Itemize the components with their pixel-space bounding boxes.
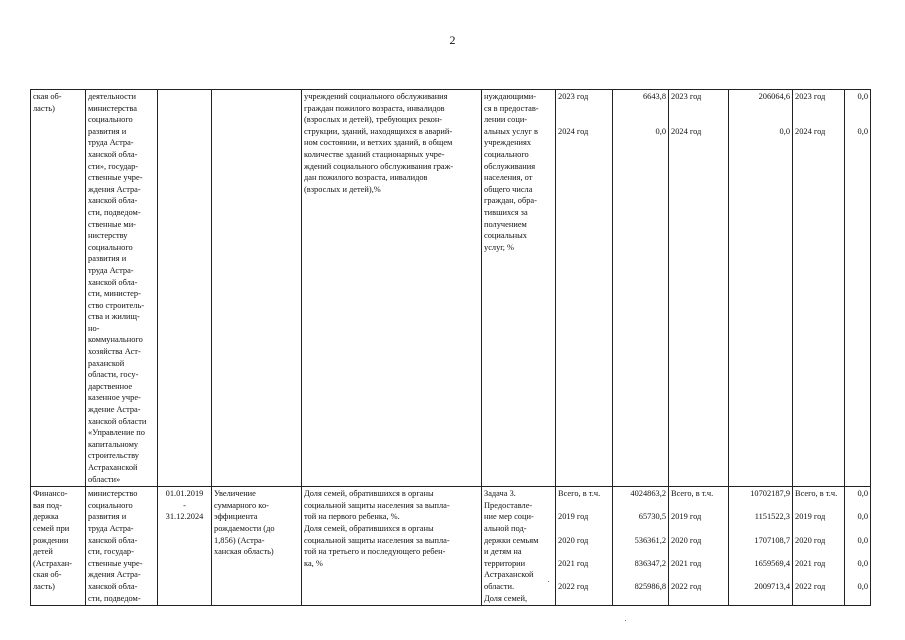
year-label: 2022 год (558, 581, 589, 591)
amount-cell (729, 487, 793, 606)
cell-text-line: министерства (88, 103, 137, 113)
amount-value: 836347,2 (634, 558, 666, 568)
year-label: Всего, в т.ч. (795, 489, 838, 499)
cell-text-line: ка, % (304, 558, 323, 568)
cell-text-line: ственные учре- (88, 173, 143, 183)
cell-text-line: социальной защиты населения за выпла- (304, 535, 450, 545)
cell-text-line: ние мер соци- (484, 512, 534, 522)
cell-text-line: 01.01.2019 (165, 489, 204, 499)
line-gap (558, 569, 610, 581)
cell-text-line: области. (484, 581, 515, 591)
indicator-cell (302, 487, 482, 606)
line-gap (671, 523, 726, 535)
program-name-cell (31, 90, 86, 487)
line-gap (615, 103, 666, 115)
indicator-cell (302, 90, 482, 487)
page-number: 2 (449, 33, 456, 47)
cell-text-line: хозяйства Аст- (88, 347, 141, 357)
amount-value: 0,0 (857, 558, 868, 568)
cell-text-line: Предоставле- (484, 500, 533, 510)
line-gap (615, 546, 666, 558)
table-body (31, 90, 871, 606)
cell-text-line: 1,856) (Астра- (214, 535, 265, 545)
cell-text-line: рождении (33, 535, 69, 545)
year-label: 2020 год (795, 535, 826, 545)
executor-cell (86, 487, 158, 606)
amount-value: 1151522,3 (754, 512, 790, 522)
year-label: 2022 год (671, 581, 702, 591)
line-gap (731, 103, 790, 115)
cell-text-line: «Управление по (88, 428, 145, 438)
year-label-cell (793, 90, 845, 487)
line-gap (558, 546, 610, 558)
amount-value: 65730,5 (638, 512, 666, 522)
line-gap (795, 546, 842, 558)
line-gap (847, 103, 868, 115)
year-label: 2024 год (558, 126, 589, 136)
cell-text-line: ласть) (33, 581, 55, 591)
cell-text-line: деятельности (88, 92, 136, 101)
line-gap (615, 114, 666, 126)
cell-text-line: министерство (88, 489, 138, 499)
cell-text-line: строительству (88, 451, 139, 461)
cell-text-line: Астраханской (484, 570, 534, 580)
cell-text-line: ханской обла- (88, 149, 138, 159)
cell-text-line: тившихся за (484, 207, 528, 217)
amount-cell (613, 487, 669, 606)
task-cell (482, 487, 556, 606)
cell-text-line: семей при (33, 523, 70, 533)
cell-text-line: области, госу- (88, 370, 139, 380)
cell-text-line: нуждающими- (484, 92, 537, 101)
cell-text-line: ская об- (33, 92, 62, 101)
year-label: 2024 год (671, 126, 702, 136)
year-label: 2024 год (795, 126, 826, 136)
cell-text-line: ханской области (88, 416, 147, 426)
cell-text-line: коммунального (88, 335, 143, 345)
year-label-cell (556, 90, 613, 487)
line-gap (731, 523, 790, 535)
cell-text-line: капитальному (88, 439, 139, 449)
cell-text-line: ждения Астра- (88, 184, 141, 194)
scan-dot (625, 620, 626, 621)
amount-cell (845, 487, 871, 606)
scan-dot (548, 581, 549, 582)
line-gap (558, 523, 610, 535)
cell-text-line: нистерству (88, 231, 128, 241)
year-label-cell (556, 487, 613, 606)
line-gap (671, 500, 726, 512)
cell-text-line: Доля семей, обратившихся в органы (304, 523, 434, 533)
cell-text-line: ждения Астра- (88, 570, 141, 580)
amount-value: 0,0 (857, 512, 868, 522)
year-label: 2021 год (795, 558, 826, 568)
cell-text-line: количестве зданий стационарных учре- (304, 149, 445, 159)
cell-text-line: Задача 3. (484, 489, 516, 499)
line-gap (847, 569, 868, 581)
cell-text-line: ханская область) (214, 547, 274, 557)
year-label: 2022 год (795, 581, 826, 591)
cell-text-line: развития и (88, 512, 127, 522)
cell-text-line: суммарного ко- (214, 500, 269, 510)
cell-text-line: сти, подведом- (88, 207, 141, 217)
cell-text-line: ственные учре- (88, 558, 143, 568)
amount-value: 536361,2 (634, 535, 666, 545)
program-table (30, 89, 871, 606)
cell-text-line: учреждений социального обслуживания (304, 92, 448, 101)
cell-text-line: территории (484, 558, 526, 568)
line-gap (558, 103, 610, 115)
cell-text-line: Доля семей, (484, 593, 528, 603)
cell-text-line: (Астрахан- (33, 558, 73, 568)
line-gap (671, 103, 726, 115)
line-gap (795, 103, 842, 115)
year-label: 2023 год (558, 92, 589, 101)
cell-text-line: вая под- (33, 500, 62, 510)
cell-text-line: социальной защиты населения за выпла- (304, 500, 450, 510)
amount-value: 6643,8 (642, 92, 666, 101)
cell-text-line: лении соци- (484, 115, 528, 125)
year-label: 2023 год (795, 92, 826, 101)
cell-text-line: ство строитель- (88, 300, 145, 310)
amount-value: 0,0 (857, 126, 868, 136)
cell-text-line: ханской обла- (88, 196, 138, 206)
line-gap (795, 523, 842, 535)
executor-cell (86, 90, 158, 487)
cell-text-line: ханской обла- (88, 277, 138, 287)
cell-text-line: Увеличение (214, 489, 256, 499)
amount-cell (729, 90, 793, 487)
table-row (31, 90, 871, 487)
line-gap (731, 569, 790, 581)
cell-text-line: альной под- (484, 523, 527, 533)
cell-text-line: казенное учре- (88, 393, 141, 403)
result-cell (212, 90, 302, 487)
cell-text-line: альных услуг в (484, 126, 538, 136)
line-gap (847, 500, 868, 512)
cell-text-line: социального (484, 149, 529, 159)
cell-text-line: труда Астра- (88, 523, 134, 533)
cell-text-line: области» (88, 474, 121, 484)
line-gap (615, 569, 666, 581)
line-gap (558, 500, 610, 512)
cell-text-line: ханской обла- (88, 581, 138, 591)
cell-text-line: Доля семей, обратившихся в органы (304, 489, 434, 499)
cell-text-line: Астраханской (88, 463, 138, 472)
cell-text-line: держка (33, 512, 59, 522)
cell-text-line: держки семьям (484, 535, 539, 545)
year-label: 2019 год (795, 512, 826, 522)
period-cell (158, 90, 212, 487)
cell-text-line: развития и (88, 126, 127, 136)
cell-text-line: струкции, зданий, находящихся в аварий- (304, 126, 453, 136)
cell-text-line: ская об- (33, 570, 62, 580)
cell-text-line: той на первого ребенка, %. (304, 512, 400, 522)
cell-text-line: той на третьего и последующего ребен- (304, 547, 446, 557)
year-label: Всего, в т.ч. (558, 489, 601, 499)
year-label: 2019 год (671, 512, 702, 522)
cell-text-line: 31.12.2024 (165, 512, 204, 522)
cell-text-line: детей (33, 547, 53, 557)
cell-text-line: дан пожилого возраста, инвалидов (304, 173, 428, 183)
cell-text-line: - (183, 500, 186, 510)
program-name-cell (31, 487, 86, 606)
line-gap (731, 546, 790, 558)
cell-text-line: ждений социального обслуживания граж- (304, 161, 454, 171)
amount-value: 0,0 (857, 92, 868, 101)
line-gap (731, 114, 790, 126)
cell-text-line: граждан, обра- (484, 196, 537, 206)
year-label-cell (793, 487, 845, 606)
cell-text-line: социального (88, 115, 133, 125)
year-label: Всего, в т.ч. (671, 489, 714, 499)
cell-text-line: граждан пожилого возраста, инвалидов (304, 103, 445, 113)
period-cell (158, 487, 212, 606)
line-gap (558, 114, 610, 126)
cell-text-line: рождаемости (до (214, 523, 275, 533)
amount-value: 4024863,2 (630, 489, 666, 499)
cell-text-line: получением (484, 219, 527, 229)
cell-text-line: населения, от (484, 173, 533, 183)
cell-text-line: учреждениях (484, 138, 532, 148)
amount-value: 0,0 (655, 126, 666, 136)
cell-text-line: труда Астра- (88, 138, 134, 148)
cell-text-line: (взрослых и детей), требующих рекон- (304, 115, 443, 125)
cell-text-line: услуг, % (484, 242, 514, 252)
cell-text-line: ства и жилищ- (88, 312, 140, 322)
cell-text-line: общего числа (484, 184, 533, 194)
cell-text-line: но- (88, 323, 100, 333)
amount-value: 0,0 (857, 535, 868, 545)
cell-text-line: сти, подведом- (88, 593, 141, 603)
cell-text-line: сти», государ- (88, 161, 139, 171)
year-label: 2021 год (671, 558, 702, 568)
line-gap (847, 114, 868, 126)
cell-text-line: социального (88, 500, 133, 510)
amount-value: 10702187,9 (750, 489, 790, 499)
cell-text-line: развития и (88, 254, 127, 264)
line-gap (731, 500, 790, 512)
amount-value: 1659569,4 (754, 558, 790, 568)
line-gap (615, 500, 666, 512)
amount-value: 0,0 (857, 489, 868, 499)
year-label-cell (669, 90, 729, 487)
cell-text-line: труда Астра- (88, 265, 134, 275)
cell-text-line: ласть) (33, 103, 55, 113)
year-label: 2020 год (558, 535, 589, 545)
line-gap (847, 546, 868, 558)
line-gap (671, 546, 726, 558)
cell-text-line: раханской (88, 358, 125, 368)
amount-value: 2009713,4 (754, 581, 790, 591)
cell-text-line: социального (88, 242, 133, 252)
year-label: 2021 год (558, 558, 589, 568)
cell-text-line: социальных (484, 231, 527, 241)
line-gap (795, 500, 842, 512)
amount-value: 825986,8 (634, 581, 666, 591)
cell-text-line: ся в предостав- (484, 103, 539, 113)
cell-text-line: сти, министер- (88, 289, 141, 299)
line-gap (847, 523, 868, 535)
cell-text-line: (взрослых и детей),% (304, 184, 381, 194)
cell-text-line: обслуживания (484, 161, 536, 171)
cell-text-line: и детям на (484, 547, 522, 557)
year-label: 2023 год (671, 92, 702, 101)
amount-cell (613, 90, 669, 487)
cell-text-line: ждение Астра- (88, 405, 141, 415)
amount-value: 0,0 (779, 126, 790, 136)
year-label: 2020 год (671, 535, 702, 545)
result-cell (212, 487, 302, 606)
amount-value: 1707108,7 (754, 535, 790, 545)
line-gap (615, 523, 666, 535)
table-row (31, 487, 871, 606)
cell-text-line: ханской обла- (88, 535, 138, 545)
cell-text-line: эффициента (214, 512, 258, 522)
line-gap (671, 569, 726, 581)
line-gap (795, 114, 842, 126)
cell-text-line: ном состоянии, и ветхих зданий, в общем (304, 138, 453, 148)
line-gap (795, 569, 842, 581)
task-cell (482, 90, 556, 487)
cell-text-line: дарственное (88, 381, 133, 391)
amount-value: 0,0 (857, 581, 868, 591)
amount-value: 206064,6 (758, 92, 790, 101)
cell-text-line: сти, государ- (88, 547, 134, 557)
cell-text-line: Финансо- (33, 489, 68, 499)
year-label: 2019 год (558, 512, 589, 522)
cell-text-line: ственные ми- (88, 219, 136, 229)
line-gap (671, 114, 726, 126)
amount-cell (845, 90, 871, 487)
year-label-cell (669, 487, 729, 606)
